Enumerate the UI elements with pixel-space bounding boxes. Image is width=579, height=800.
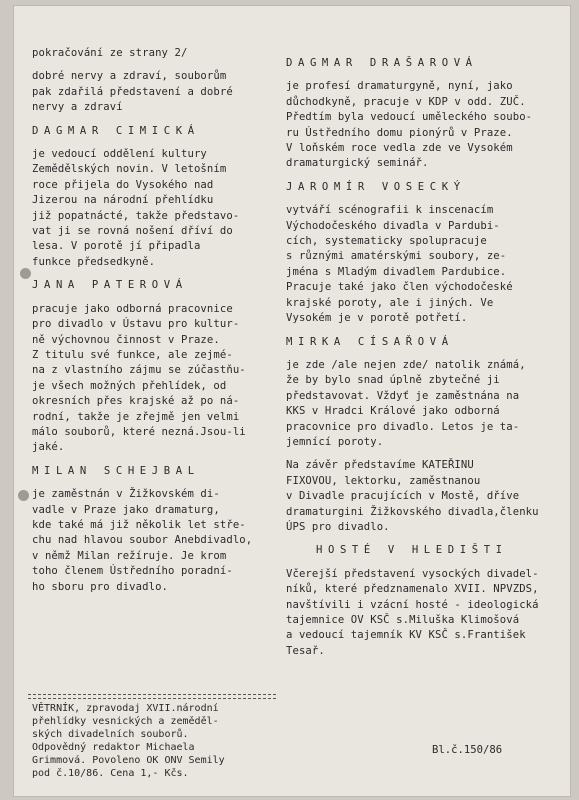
juror-name: MIRKA CÍSAŘOVÁ	[286, 335, 454, 348]
issue-number: Bl.č.150/86	[432, 744, 503, 756]
juror-bio: je zaměstnán v Žižkovském di- vadle v Praze jako dramaturg, kde také má již několik let stře- chu nad hlavou soubor Anebdivadlo, v němž Milan režíruje. Je krom toho členem Ústředního poradní- ho sboru pro divadlo.	[32, 488, 253, 593]
continued-note: pokračování ze strany 2/	[32, 47, 188, 59]
imprint-text: VĚTRNÍK, zpravodaj XVII.národní přehlídky vesnických a zeměděl- ských divadelních souborů. Odpovědný redaktor Michaela Grimmová. Povoleno OK ONV Semily pod č.10/86. Cena 1,- Kčs.	[32, 703, 225, 779]
guests-text: Včerejší představení vysockých divadel- níků, které předznamenalo XVII. NPVZDS, navštívili i vzácní hosté - ideologická tajemnice OV KSČ s.Miluška Klimošová a vedoucí tajemník KV KSČ s.František Tesař.	[286, 567, 539, 657]
right-column	[286, 56, 564, 667]
juror-name: DAGMAR DRAŠAROVÁ	[286, 57, 478, 69]
closing-paragraph: Na závěr představíme KATEŘINU FIXOVOU, lektorku, zaměstnanou v Divadle pracujících v Mostě, dříve dramaturgini Žižkovského divadla,členku ÚPS pro divadlo.	[286, 459, 539, 533]
juror-bio: je zde /ale nejen zde/ natolik známá, že by bylo snad úplně zbytečné ji představovat. Vždyť je zaměstnána na KKS v Hradci Králové jako odborná pracovnice pro divadlo. Letos je ta- jemnící poroty.	[286, 358, 526, 448]
juror-name: MILAN SCHEJBAL	[32, 464, 200, 477]
juror-bio: je vedoucí oddělení kultury Zemědělských novin. V letošním roce přijela do Vysokého nad Jizerou na národní přehlídku již popatnácté, takže představo- vat ji se rovná nošení dříví do lesa. V porotě jí připadla funkce předsedkyně.	[32, 148, 240, 268]
juror-name: JANA PATEROVÁ	[32, 279, 188, 292]
imprint-divider	[28, 694, 276, 695]
juror-name: JAROMÍR VOSECKÝ	[286, 180, 466, 193]
punch-hole	[20, 268, 31, 279]
juror-bio: pracuje jako odborná pracovnice pro divadlo v Ústavu pro kultur- ně výchovnou činnost v Praze. Z titulu své funkce, ale zejmé- na z vlastního zájmu se zúčastňu- je všech možných přehlídek, od okresních přes krajské až po ná- rodní, takže je zřejmě jen velmi málo souborů, které nezná.Jsou-li jaké.	[32, 302, 246, 454]
intro-text: dobré nervy a zdraví, souborům pak zdařilá představení a dobré nervy a zdraví	[32, 70, 233, 114]
punch-hole	[18, 490, 29, 501]
newsletter-page	[14, 6, 570, 796]
guests-heading: HOSTÉ V HLEDIŠTI	[316, 544, 508, 557]
juror-name: DAGMAR CIMICKÁ	[32, 124, 200, 137]
juror-bio: vytváří scénografii k inscenacím Východočeského divadla v Pardubi- cích, systematicky spolupracuje s různými amatérskými soubory, ze- jména s Mladým divadlem Pardubice. Pracuje také jako člen východočeské krajské poroty, ale i jiných. Ve Vysokém je v porotě potřetí.	[286, 204, 513, 325]
juror-bio: je profesí dramaturgyně, nyní, jako důchodkyně, pracuje v KDP v odd. ZUČ. Předtím byla vedoucí uměleckého soubo- ru Ústředního domu pionýrů v Praze. V loňském roce vedla zde ve Vysokém dramaturgický seminář.	[286, 80, 533, 170]
left-column	[32, 46, 294, 603]
imprint-divider	[28, 698, 276, 699]
